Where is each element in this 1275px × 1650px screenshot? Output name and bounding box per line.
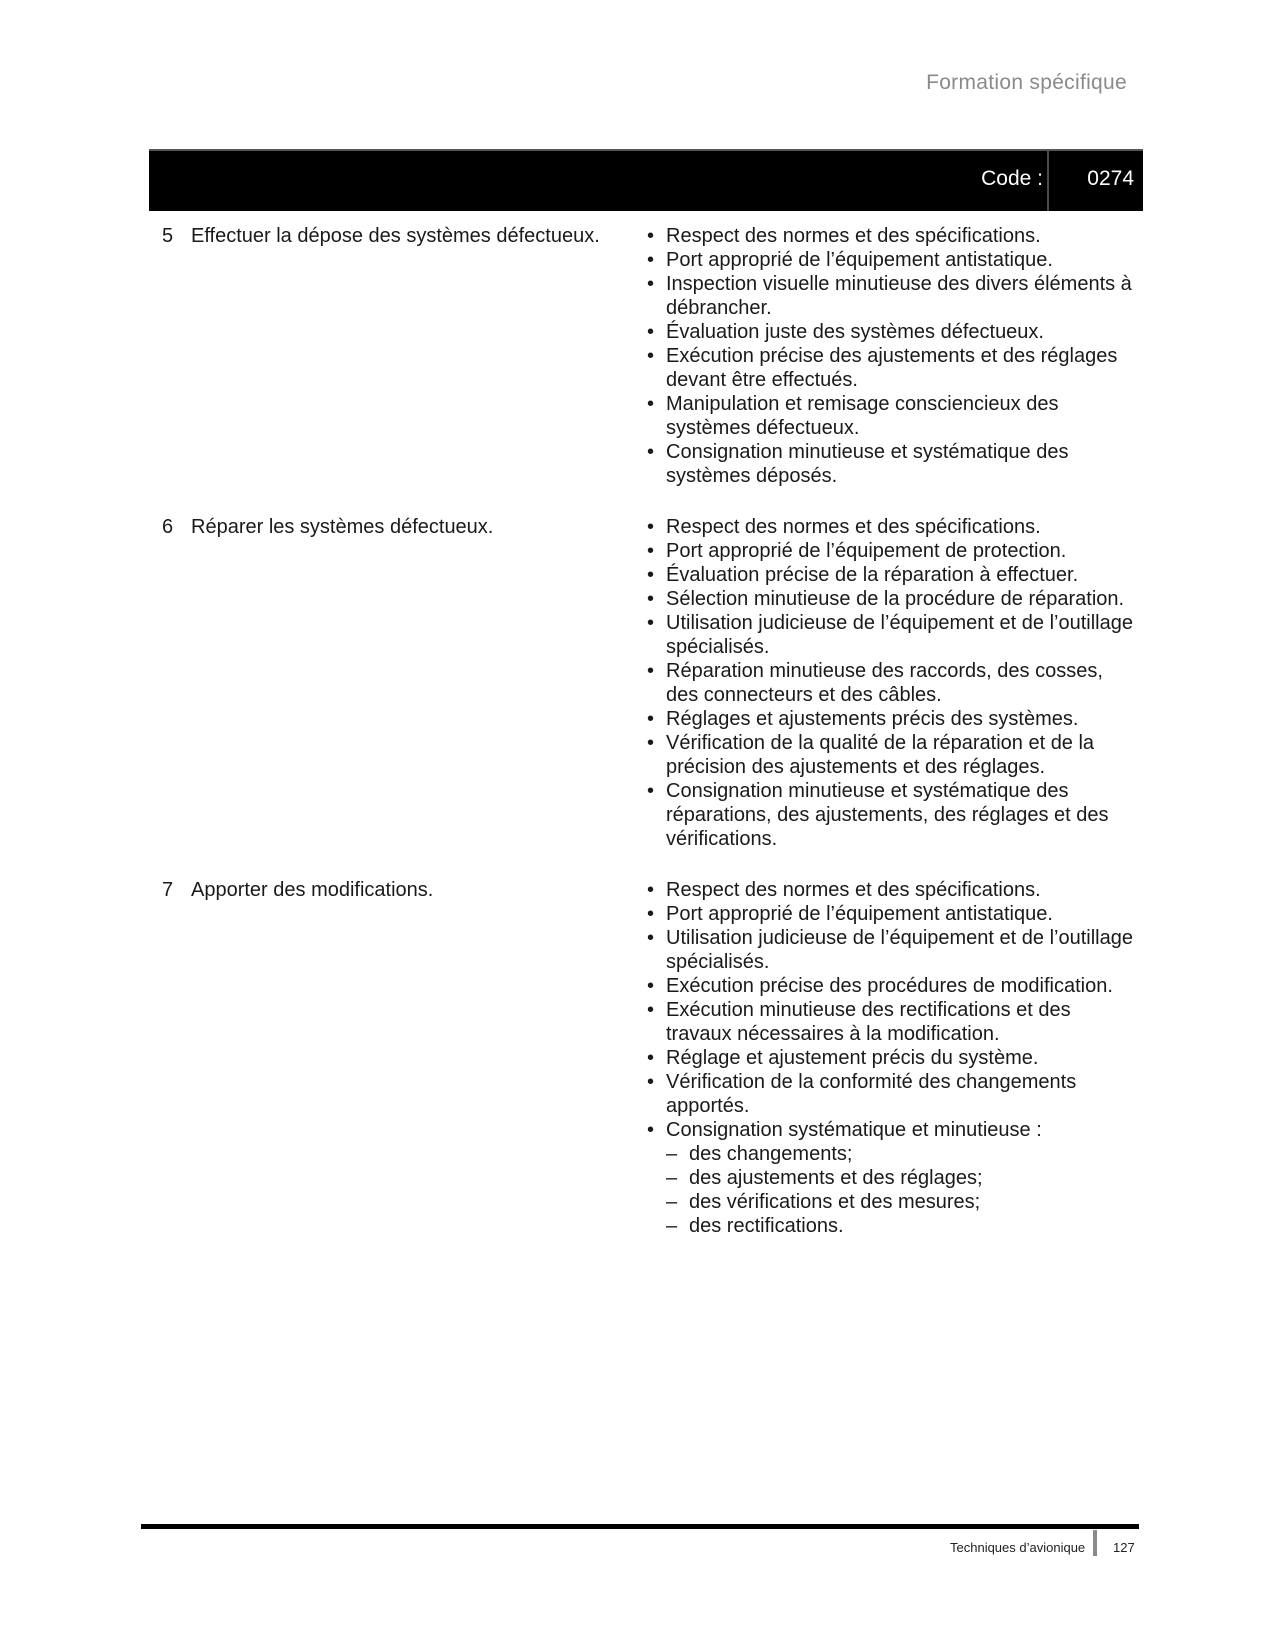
dash-icon: –: [666, 1167, 678, 1189]
criteria-item: [639, 707, 1139, 731]
criteria-item: [639, 926, 1139, 974]
criteria-text: Respect des normes et des spécifications.: [666, 225, 1041, 247]
criteria-text: Réparation minutieuse des raccords, des cosses, des connecteurs et des câbles.: [666, 660, 1103, 706]
criteria-item: [639, 248, 1139, 272]
criteria-text: Exécution précise des ajustements et des réglages devant être effectués.: [666, 345, 1118, 391]
criteria-item: [639, 320, 1139, 344]
criteria-item: [639, 392, 1139, 440]
criteria-item: [639, 440, 1139, 488]
criteria-text: Utilisation judicieuse de l’équipement et de l’outillage spécialisés.: [666, 612, 1133, 658]
bullet-icon: •: [647, 612, 655, 634]
criteria-item: [639, 902, 1139, 926]
criteria-item: [639, 878, 1139, 902]
criteria-list: [639, 878, 1139, 1238]
criteria-text: Consignation minutieuse et systématique des systèmes déposés.: [666, 441, 1069, 487]
bullet-icon: •: [647, 1071, 655, 1093]
criteria-text: Port approprié de l’équipement antistatique.: [666, 903, 1053, 925]
bullet-icon: •: [647, 345, 655, 367]
code-bar: [149, 149, 1143, 211]
criteria-text: Utilisation judicieuse de l’équipement et de l’outillage spécialisés.: [666, 927, 1133, 973]
criteria-item: [639, 731, 1139, 779]
bullet-icon: •: [647, 903, 655, 925]
criteria-text: Respect des normes et des spécifications.: [666, 879, 1041, 901]
bullet-icon: •: [647, 1119, 655, 1141]
bullet-icon: •: [647, 708, 655, 730]
criteria-text: Vérification de la conformité des changements apportés.: [666, 1071, 1077, 1117]
criteria-item: [639, 587, 1139, 611]
code-value: 0274: [1087, 167, 1134, 190]
criteria-text: Évaluation précise de la réparation à effectuer.: [666, 564, 1079, 586]
bullet-icon: •: [647, 975, 655, 997]
bullet-icon: •: [647, 249, 655, 271]
footer-rule: [141, 1524, 1139, 1529]
bullet-icon: •: [647, 273, 655, 295]
criteria-text: Consignation minutieuse et systématique des réparations, des ajustements, des réglages et des vérifications.: [666, 780, 1109, 850]
criteria-text: Port approprié de l’équipement antistatique.: [666, 249, 1053, 271]
steps-content: [149, 224, 1149, 1265]
criteria-text: Vérification de la qualité de la réparation et de la précision des ajustements et des réglages.: [666, 732, 1095, 778]
bullet-icon: •: [647, 780, 655, 802]
criteria-item: [639, 611, 1139, 659]
footer-separator: [1093, 1530, 1097, 1556]
criteria-text: Exécution précise des procédures de modification.: [666, 975, 1113, 997]
step-row: [149, 878, 1149, 1238]
bullet-icon: •: [647, 321, 655, 343]
bullet-icon: •: [647, 588, 655, 610]
step-row: [149, 224, 1149, 488]
bullet-icon: •: [647, 660, 655, 682]
code-divider: [1047, 151, 1049, 211]
dash-icon: –: [666, 1215, 678, 1237]
criteria-text: Manipulation et remisage consciencieux des systèmes défectueux.: [666, 393, 1059, 439]
sub-list: [666, 1142, 1139, 1238]
bullet-icon: •: [647, 927, 655, 949]
dash-icon: –: [666, 1191, 678, 1213]
criteria-list: [639, 515, 1139, 851]
criteria-item: [639, 563, 1139, 587]
criteria-text: Inspection visuelle minutieuse des divers éléments à débrancher.: [666, 273, 1132, 319]
criteria-item: [639, 1046, 1139, 1070]
criteria-text: Évaluation juste des systèmes défectueux.: [666, 321, 1044, 343]
step-number: 6: [162, 516, 174, 538]
criteria-item: [639, 1118, 1139, 1238]
criteria-text: Réglages et ajustements précis des systèmes.: [666, 708, 1079, 730]
sub-item: [666, 1214, 1139, 1238]
sub-item-text: des ajustements et des réglages;: [689, 1167, 983, 1189]
step-number: 5: [162, 225, 174, 247]
step-heading: [149, 515, 639, 851]
criteria-item: [639, 539, 1139, 563]
step-heading: [149, 878, 639, 1238]
criteria-text: Sélection minutieuse de la procédure de réparation.: [666, 588, 1125, 610]
criteria-text: Exécution minutieuse des rectifications et des travaux nécessaires à la modification.: [666, 999, 1071, 1045]
step-label: Apporter des modifications.: [191, 879, 434, 901]
step-row: [149, 515, 1149, 851]
bullet-icon: •: [647, 225, 655, 247]
bullet-icon: •: [647, 564, 655, 586]
criteria-item: [639, 224, 1139, 248]
criteria-text: Respect des normes et des spécifications.: [666, 516, 1041, 538]
step-heading: [149, 224, 639, 488]
bullet-icon: •: [647, 516, 655, 538]
criteria-item: [639, 515, 1139, 539]
bullet-icon: •: [647, 441, 655, 463]
step-label: Effectuer la dépose des systèmes défectueux.: [191, 225, 600, 247]
bullet-icon: •: [647, 393, 655, 415]
criteria-item: [639, 344, 1139, 392]
bullet-icon: •: [647, 732, 655, 754]
dash-icon: –: [666, 1143, 678, 1165]
step-label: Réparer les systèmes défectueux.: [191, 516, 494, 538]
page-number: 127: [1113, 1540, 1135, 1555]
step-number: 7: [162, 879, 174, 901]
criteria-item: [639, 998, 1139, 1046]
criteria-text: Port approprié de l’équipement de protection.: [666, 540, 1067, 562]
criteria-item: [639, 272, 1139, 320]
criteria-item: [639, 779, 1139, 851]
criteria-text: Consignation systématique et minutieuse :: [666, 1119, 1042, 1141]
criteria-list: [639, 224, 1139, 488]
criteria-text: Réglage et ajustement précis du système.: [666, 1047, 1039, 1069]
sub-item: [666, 1142, 1139, 1166]
sub-item: [666, 1190, 1139, 1214]
sub-item-text: des vérifications et des mesures;: [689, 1191, 981, 1213]
page-header-title: Formation spécifique: [926, 71, 1127, 94]
footer-document-title: Techniques d’avionique: [950, 1540, 1086, 1555]
criteria-item: [639, 974, 1139, 998]
bullet-icon: •: [647, 999, 655, 1021]
sub-item: [666, 1166, 1139, 1190]
code-label: Code :: [981, 167, 1043, 190]
bullet-icon: •: [647, 1047, 655, 1069]
criteria-item: [639, 1070, 1139, 1118]
criteria-item: [639, 659, 1139, 707]
bullet-icon: •: [647, 879, 655, 901]
bullet-icon: •: [647, 540, 655, 562]
sub-item-text: des rectifications.: [689, 1215, 844, 1237]
sub-item-text: des changements;: [689, 1143, 853, 1165]
